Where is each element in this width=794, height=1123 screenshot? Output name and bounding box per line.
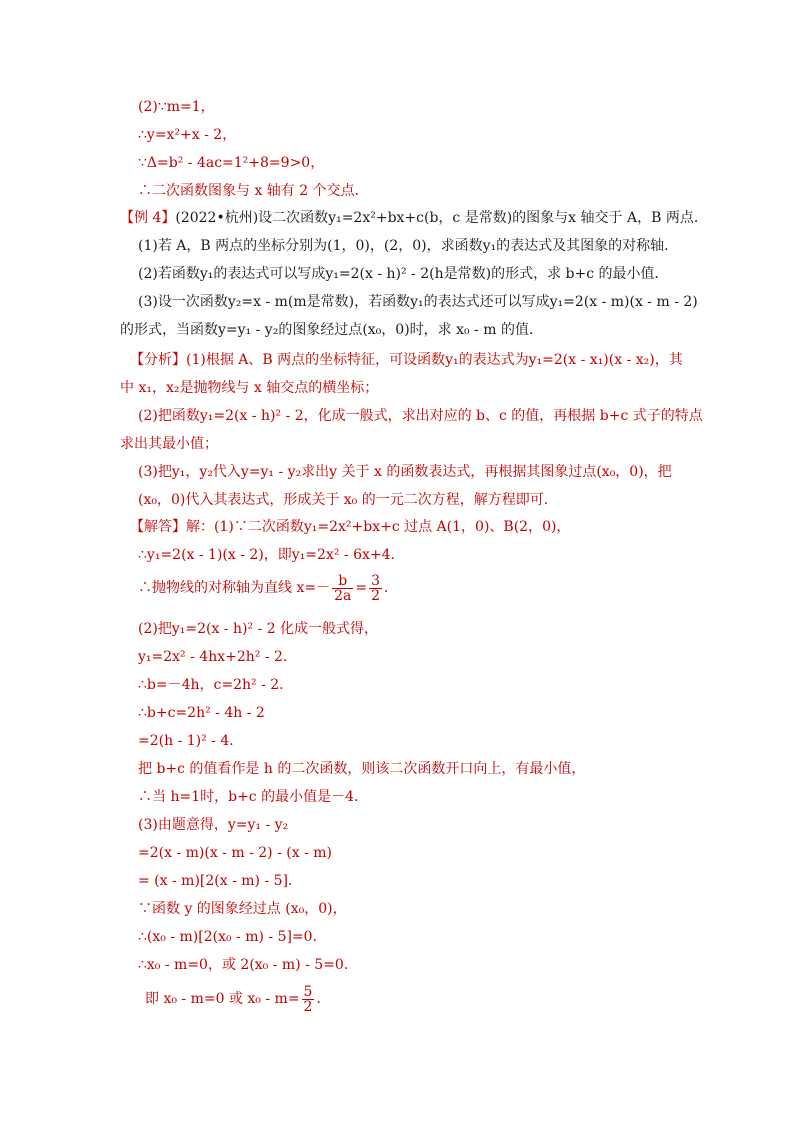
analysis-line-2: 中 x₁，x₂是抛物线与 x 轴交点的横坐标； <box>120 380 379 396</box>
solution-part3-line-1: (3)由题意得，y=y₁ - y₂ <box>138 817 289 833</box>
question-3-cont: 的形式，当函数y=y₁ - y₂的图象经过点(x₀，0)时，求 x₀ - m 的值． <box>120 322 543 338</box>
fraction-b-over-2a: $\frac{b}{2a}$ <box>334 572 352 604</box>
solution-part3-line-6: ∴x₀ - m=0，或 2(x₀ - m) - 5=0． <box>138 957 358 973</box>
solution-part2-line-3: ∴b=－4h，c=2h² - 2． <box>138 677 294 693</box>
analysis-tag: 【分析】 <box>130 352 186 368</box>
solution-part2-line-2: y₁=2x² - 4hx+2h² - 2． <box>138 649 297 665</box>
solution-part3-line-2: =2(x - m)(x - m - 2) - (x - m) <box>138 845 332 861</box>
fraction-5-over-2: $\frac{5}{2}$ <box>303 983 313 1015</box>
analysis-line-5: (3)把y₁，y₂代入y=y₁ - y₂求出y 关于 x 的函数表达式，再根据其图象过点(x₀，0)，把 <box>138 464 672 480</box>
example-heading <box>120 208 708 228</box>
question-2: (2)若函数y₁的表达式可以写成y₁=2(x - h)² - 2(h是常数)的形式，求 b+c 的最小值． <box>138 266 669 282</box>
prev-solution-line-3: ∵Δ=b² - 4ac=1²+8=9>0， <box>138 155 325 171</box>
prev-solution-line-1: (2)∵m=1， <box>138 99 215 115</box>
solution-part2-line-6: 把 b+c 的值看作是 h 的二次函数，则该二次函数开口向上，有最小值， <box>138 761 586 777</box>
axis-of-symmetry-line: ∴抛物线的对称轴为直线 x=－ $\frac{b}{2a}$ = $\frac{3}{2}$ ． <box>138 572 398 604</box>
solution-part2-line-5: =2(h - 1)² - 4． <box>138 733 244 749</box>
final-answer-line: 即 x₀ - m=0 或 x₀ - m= $\frac{5}{2}$ ． <box>145 983 331 1015</box>
solution-part3-line-3: = (x - m)[2(x - m) - 5]． <box>138 873 303 889</box>
analysis-line-3: (2)把函数y₁=2(x - h)² - 2，化成一般式，求出对应的 b、c 的值，再根据 b+c 式子的特点 <box>138 408 703 424</box>
solution-part2-line-1: (2)把y₁=2(x - h)² - 2 化成一般式得， <box>138 621 379 637</box>
question-1: (1)若 A，B 两点的坐标分别为(1，0)，(2，0)，求函数y₁的表达式及其图象的对称轴． <box>138 238 679 254</box>
fraction-3-over-2: $\frac{3}{2}$ <box>371 572 380 604</box>
solution-tag: 【解答】 <box>130 519 186 535</box>
prev-solution-line-2: ∴y=x²+x - 2， <box>138 127 237 143</box>
question-3: (3)设一次函数y₂=x - m(m是常数)，若函数y₁的表达式还可以写成y₁=2(x - m)(x - m - 2) <box>138 294 698 310</box>
solution-part2-line-4: ∴b+c=2h² - 4h - 2 <box>138 705 265 721</box>
prev-solution-line-4: ∴二次函数图象与 x 轴有 2 个交点． <box>138 183 369 199</box>
solution-part3-line-5: ∴(x₀ - m)[2(x₀ - m) - 5]=0． <box>138 929 327 945</box>
solution-part3-line-4: ∵函数 y 的图象经过点 (x₀，0)， <box>138 901 347 917</box>
solution-line-1: 【解答】解：(1)∵二次函数y₁=2x²+bx+c 过点 A(1，0)、B(2，0)， <box>130 519 571 535</box>
example-tag: 【例 4】 <box>120 210 176 226</box>
analysis-line-4: 求出其最小值； <box>120 436 218 452</box>
solution-part2-line-7: ∴当 h=1时，b+c 的最小值是－4． <box>138 789 368 805</box>
analysis-line-1: 【分析】(1)根据 A、B 两点的坐标特征，可设函数y₁的表达式为y₁=2(x - x₁)(x - x₂)，其 <box>130 352 683 368</box>
solution-line-2: ∴y₁=2(x - 1)(x - 2)，即y₁=2x² - 6x+4． <box>138 547 405 563</box>
example-title: (2022•杭州)设二次函数y₁=2x²+bx+c(b，c 是常数)的图象与x 轴交于 A，B 两点． <box>175 210 708 226</box>
analysis-line-6: (x₀，0)代入其表达式，形成关于 x₀ 的一元二次方程，解方程即可． <box>138 492 558 508</box>
